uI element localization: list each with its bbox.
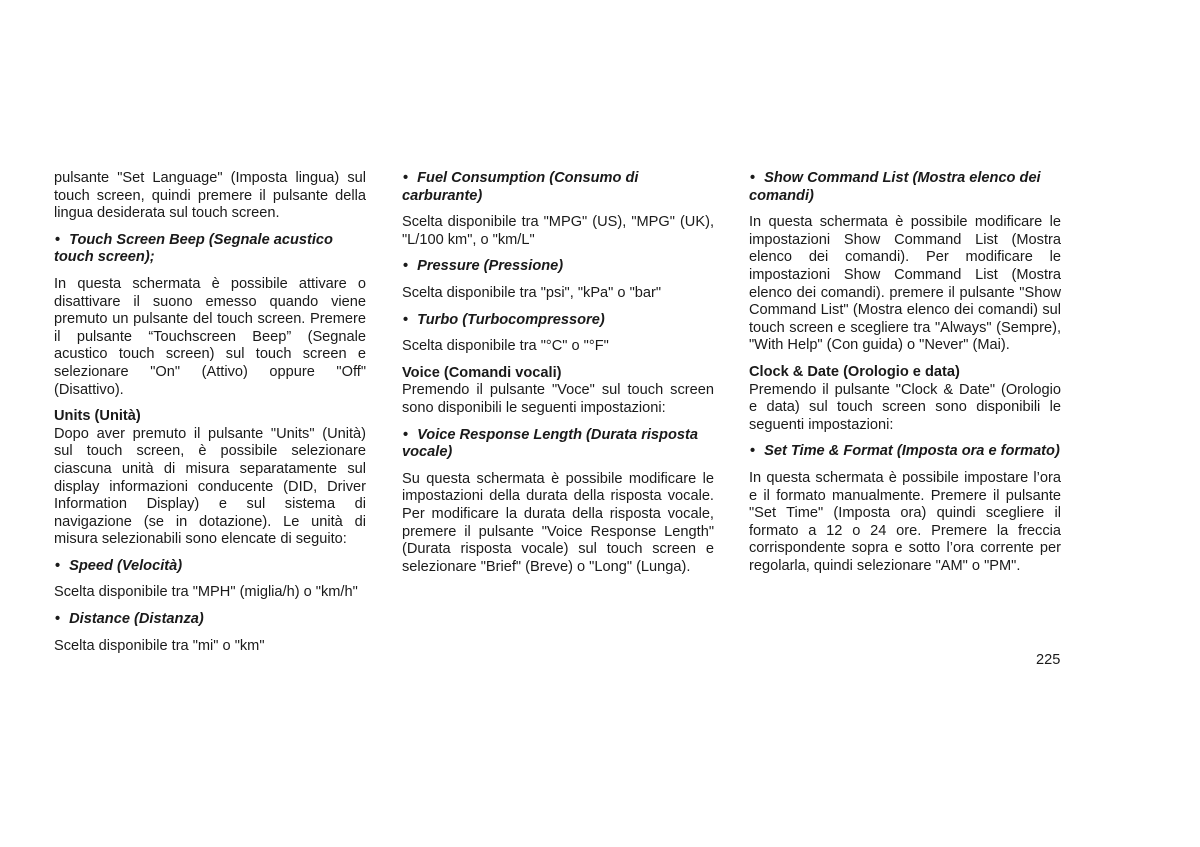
bullet-icon: • bbox=[403, 170, 409, 186]
paragraph: Scelta disponibile tra "MPG" (US), "MPG" (UK), "L/100 km", o "km/L" bbox=[402, 214, 714, 248]
bullet-label: Turbo (Turbocompressore) bbox=[417, 311, 605, 328]
text-column-3 bbox=[749, 170, 1061, 584]
paragraph: In questa schermata è possibile impostare l’ora e il formato manualmente. Premere il pulsante "Set Time" (Imposta ora) quindi scegliere il formato a 12 o 24 ore. Premere la freccia corrispondente sopra e sotto l’ora corrente per regolarla, quindi selezionare "AM" o "PM". bbox=[749, 469, 1061, 574]
paragraph: Scelta disponibile tra "psi", "kPa" o "bar" bbox=[402, 284, 662, 301]
bullet-label: Distance (Distanza) bbox=[69, 611, 204, 628]
bullet-label: Speed (Velocità) bbox=[69, 557, 183, 574]
bullet-label: Pressure (Pressione) bbox=[417, 258, 564, 275]
bullet-icon: • bbox=[750, 443, 756, 460]
paragraph: Dopo aver premuto il pulsante "Units" (Unità) sul touch screen, è possibile selezionare ciascuna unità di misura separatamente sul display informazioni conducente (DID, Driver Information Display) e sul sistema di navigazione (se in dotazione). Le unità di misura selezionabili sono elencate di seguito: bbox=[54, 425, 366, 548]
section-heading: Units (Unità) bbox=[54, 408, 141, 425]
bullet-item bbox=[402, 258, 714, 276]
section-heading: Voice (Comandi vocali) bbox=[402, 364, 562, 381]
paragraph: Scelta disponibile tra "mi" o "km" bbox=[54, 637, 265, 654]
bullet-item bbox=[749, 443, 1061, 461]
bullet-label: Show Command List (Mostra elenco dei comandi) bbox=[749, 170, 1041, 204]
paragraph: Scelta disponibile tra "°C" o "°F" bbox=[402, 338, 609, 355]
bullet-item bbox=[54, 558, 366, 576]
text-column-1 bbox=[54, 170, 366, 664]
bullet-label: Fuel Consumption (Consumo di carburante) bbox=[402, 170, 639, 204]
bullet-label: Set Time & Format (Imposta ora e formato) bbox=[764, 443, 1060, 460]
bullet-label: Touch Screen Beep (Segnale acustico touch screen); bbox=[54, 231, 333, 266]
paragraph: Su questa schermata è possibile modificare le impostazioni della durata della risposta vocale. Per modificare la durata della risposta vocale, premere il pulsante "Voice Response Length" (Durata risposta vocale) sul touch screen e selezionare "Brief" (Breve) o "Long" (Lunga). bbox=[402, 470, 714, 575]
bullet-item bbox=[402, 312, 714, 330]
paragraph: In questa schermata è possibile attivare o disattivare il suono emesso quando viene premuto un pulsante del touch screen. Premere il pulsante “Touchscreen Beep” (Segnale acustico touch screen) sul touch screen e selezionare "On" (Attivo) oppure "Off" (Disattivo). bbox=[54, 275, 366, 398]
bullet-icon: • bbox=[403, 426, 409, 443]
paragraph: In questa schermata è possibile modificare le impostazioni Show Command List (Mostra elenco dei comandi). Per modificare le impostazioni Show Command List (Mostra elenco dei comandi). premere il pulsante "Show Command List" (Mostra elenco dei comandi) sul touch screen e scegliere tra "Always" (Sempre), "With Help" (Con guida) o "Never" (Mai). bbox=[749, 214, 1061, 354]
bullet-icon: • bbox=[750, 170, 756, 186]
text-column-2 bbox=[402, 170, 714, 585]
bullet-icon: • bbox=[55, 611, 61, 628]
page-number: 225 bbox=[1036, 652, 1061, 668]
paragraph: Premendo il pulsante "Clock & Date" (Orologio e data) sul touch screen sono disponibili le seguenti impostazioni: bbox=[749, 381, 1061, 433]
bullet-item bbox=[54, 611, 366, 629]
paragraph: Scelta disponibile tra "MPH" (miglia/h) o "km/h" bbox=[54, 584, 358, 601]
bullet-item bbox=[54, 232, 366, 267]
paragraph: pulsante "Set Language" (Imposta lingua) sul touch screen, quindi premere il pulsante della lingua desiderata sul touch screen. bbox=[54, 170, 366, 222]
bullet-item bbox=[402, 170, 714, 205]
bullet-icon: • bbox=[403, 311, 409, 328]
bullet-label: Voice Response Length (Durata risposta vocale) bbox=[402, 426, 698, 461]
bullet-icon: • bbox=[55, 231, 61, 248]
section-heading: Clock & Date (Orologio e data) bbox=[749, 363, 960, 380]
bullet-icon: • bbox=[403, 258, 409, 275]
bullet-icon: • bbox=[55, 557, 61, 574]
bullet-item bbox=[749, 170, 1061, 205]
paragraph: Premendo il pulsante "Voce" sul touch screen sono disponibili le seguenti impostazioni: bbox=[402, 382, 714, 416]
bullet-item bbox=[402, 427, 714, 462]
